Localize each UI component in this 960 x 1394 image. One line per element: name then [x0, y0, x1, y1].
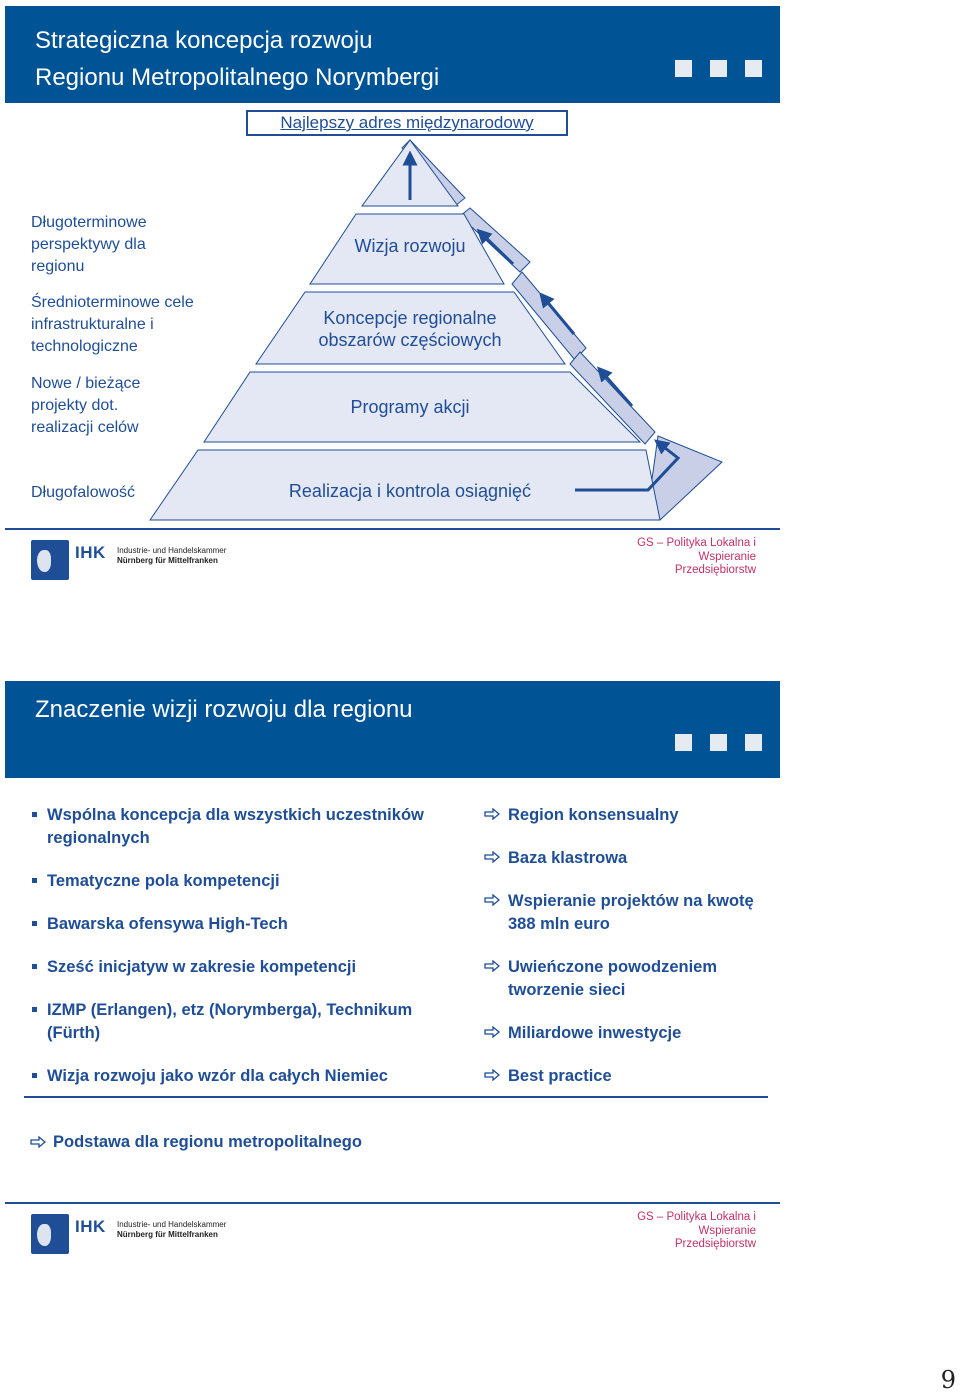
list-item-line: regionalnych: [47, 829, 150, 847]
list-item: [508, 1065, 612, 1088]
list-item-line: Miliardowe inwestycje: [508, 1024, 682, 1042]
pyramid-top-label: [246, 110, 568, 136]
page-number: 9: [940, 1366, 956, 1394]
footer-org-line-2: Wspieranie: [698, 550, 756, 563]
footer-org-line-1: GS – Polityka Lokalna i: [637, 1211, 756, 1223]
list-item: [47, 999, 412, 1045]
hollow-arrow-icon: [484, 1026, 500, 1038]
hollow-arrow-icon: [30, 1136, 46, 1148]
decorative-squares: [675, 734, 762, 751]
list-item: [47, 1065, 388, 1088]
left-label-line: projekty dot.: [31, 397, 119, 414]
ihk-logo-text: IHK: [75, 543, 106, 562]
pyramid-tier-2-line-2: obszarów częściowych: [318, 330, 502, 350]
conclusion-text: Podstawa dla regionu metropolitalnego: [53, 1133, 362, 1151]
square-bullet-icon: [32, 921, 37, 926]
list-item: [47, 804, 424, 850]
square-icon: [745, 734, 762, 751]
pyramid-tier-3-label: Programy akcji: [350, 397, 470, 417]
footer-org-line-3: Przedsiębiorstw: [674, 564, 756, 576]
list-item-line: Best practice: [508, 1067, 612, 1085]
slide-1-title-line-2: Regionu Metropolitalnego Norymbergi: [35, 64, 440, 91]
footer-org-line-1: GS – Polityka Lokalna i: [637, 537, 756, 549]
ihk-logo-subtitle-line-2: Nürnberg für Mittelfranken: [117, 1230, 218, 1239]
hollow-arrow-icon: [484, 960, 500, 972]
left-label-long-term: [31, 212, 147, 278]
ihk-logo-icon: [31, 540, 69, 580]
left-label-long-range: Długofalowość: [31, 484, 136, 501]
list-item: [47, 913, 288, 936]
left-label-line: regionu: [31, 258, 85, 275]
left-label-line: technologiczne: [31, 338, 138, 355]
list-item-line: Bawarska ofensywa High-Tech: [47, 915, 288, 933]
square-bullet-icon: [32, 878, 37, 883]
list-item-line: (Fürth): [47, 1024, 101, 1042]
square-icon: [710, 734, 727, 751]
footer-org-line-2: Wspieranie: [698, 1224, 756, 1237]
list-item: [508, 890, 754, 936]
slide-2-title: Znaczenie wizji rozwoju dla regionu: [35, 696, 413, 723]
left-label-mid-term: [31, 292, 194, 358]
pyramid-tier-1-label: Wizja rozwoju: [354, 236, 466, 256]
slide-2-title-banner: [5, 681, 780, 778]
ihk-logo-subtitle-line-1: Industrie- und Handelskammer: [117, 1220, 227, 1229]
ihk-logo-subtitle-line-2: Nürnberg für Mittelfranken: [117, 556, 218, 565]
left-label-line: perspektywy dla: [31, 236, 146, 253]
left-label-line: Nowe / bieżące: [31, 375, 141, 392]
slide-1-footer-org: [600, 537, 756, 578]
list-item: [47, 956, 356, 979]
footer-org-line-3: Przedsiębiorstw: [674, 1238, 756, 1250]
left-label-new-projects: [31, 373, 140, 439]
list-item-line: Baza klastrowa: [508, 849, 628, 867]
slide-2-conclusion: [53, 1131, 362, 1154]
square-icon: [675, 734, 692, 751]
slide-2-footer-rule: [5, 1202, 780, 1204]
left-label-line: Średnioterminowe cele: [31, 294, 194, 311]
left-label-line: realizacji celów: [31, 419, 139, 436]
list-item-line: 388 mln euro: [508, 915, 610, 933]
ihk-logo-icon: [31, 1214, 69, 1254]
slide-2-divider: [24, 1096, 768, 1098]
hollow-arrow-icon: [484, 808, 500, 820]
ihk-logo-text: IHK: [75, 1217, 106, 1236]
hollow-arrow-icon: [484, 851, 500, 863]
list-item-line: IZMP (Erlangen), etz (Norymberga), Technikum: [47, 1001, 413, 1019]
list-item-line: Uwieńczone powodzeniem: [508, 958, 718, 976]
list-item-line: Wspieranie projektów na kwotę: [508, 892, 754, 910]
ihk-logo-subtitle: [117, 546, 226, 566]
pyramid-tier-2-label: [270, 307, 550, 351]
slide-2-footer-org: [600, 1211, 756, 1252]
list-item-line: Wspólna koncepcja dla wszystkich uczestników: [47, 806, 424, 824]
list-item: [508, 847, 627, 870]
list-item-line: tworzenie sieci: [508, 981, 626, 999]
left-label-line: infrastrukturalne i: [31, 316, 154, 333]
hollow-arrow-icon: [484, 1069, 500, 1081]
list-item: [508, 804, 679, 827]
square-bullet-icon: [32, 812, 37, 817]
square-bullet-icon: [32, 1073, 37, 1078]
hollow-arrow-icon: [484, 894, 500, 906]
list-item-line: Region konsensualny: [508, 806, 679, 824]
list-item-line: Sześć inicjatyw w zakresie kompetencji: [47, 958, 357, 976]
list-item-line: Tematyczne pola kompetencji: [47, 872, 280, 890]
slide-1-footer-rule: [5, 528, 780, 530]
list-item: [508, 956, 717, 1002]
list-item: [47, 870, 280, 893]
list-item: [508, 1022, 681, 1045]
list-item-line: Wizja rozwoju jako wzór dla całych Niemiec: [47, 1067, 388, 1085]
pyramid-top-label-text: Najlepszy adres międzynarodowy: [280, 113, 534, 132]
square-bullet-icon: [32, 964, 37, 969]
slide-1-title-line-1: Strategiczna koncepcja rozwoju: [35, 27, 373, 54]
ihk-logo-subtitle-line-1: Industrie- und Handelskammer: [117, 546, 227, 555]
pyramid-tier-2-line-1: Koncepcje regionalne: [323, 308, 497, 328]
ihk-logo-subtitle: [117, 1220, 226, 1240]
left-label-line: Długoterminowe: [31, 214, 147, 231]
square-bullet-icon: [32, 1007, 37, 1012]
pyramid-tier-4-label: Realizacja i kontrola osiągnięć: [288, 481, 532, 501]
